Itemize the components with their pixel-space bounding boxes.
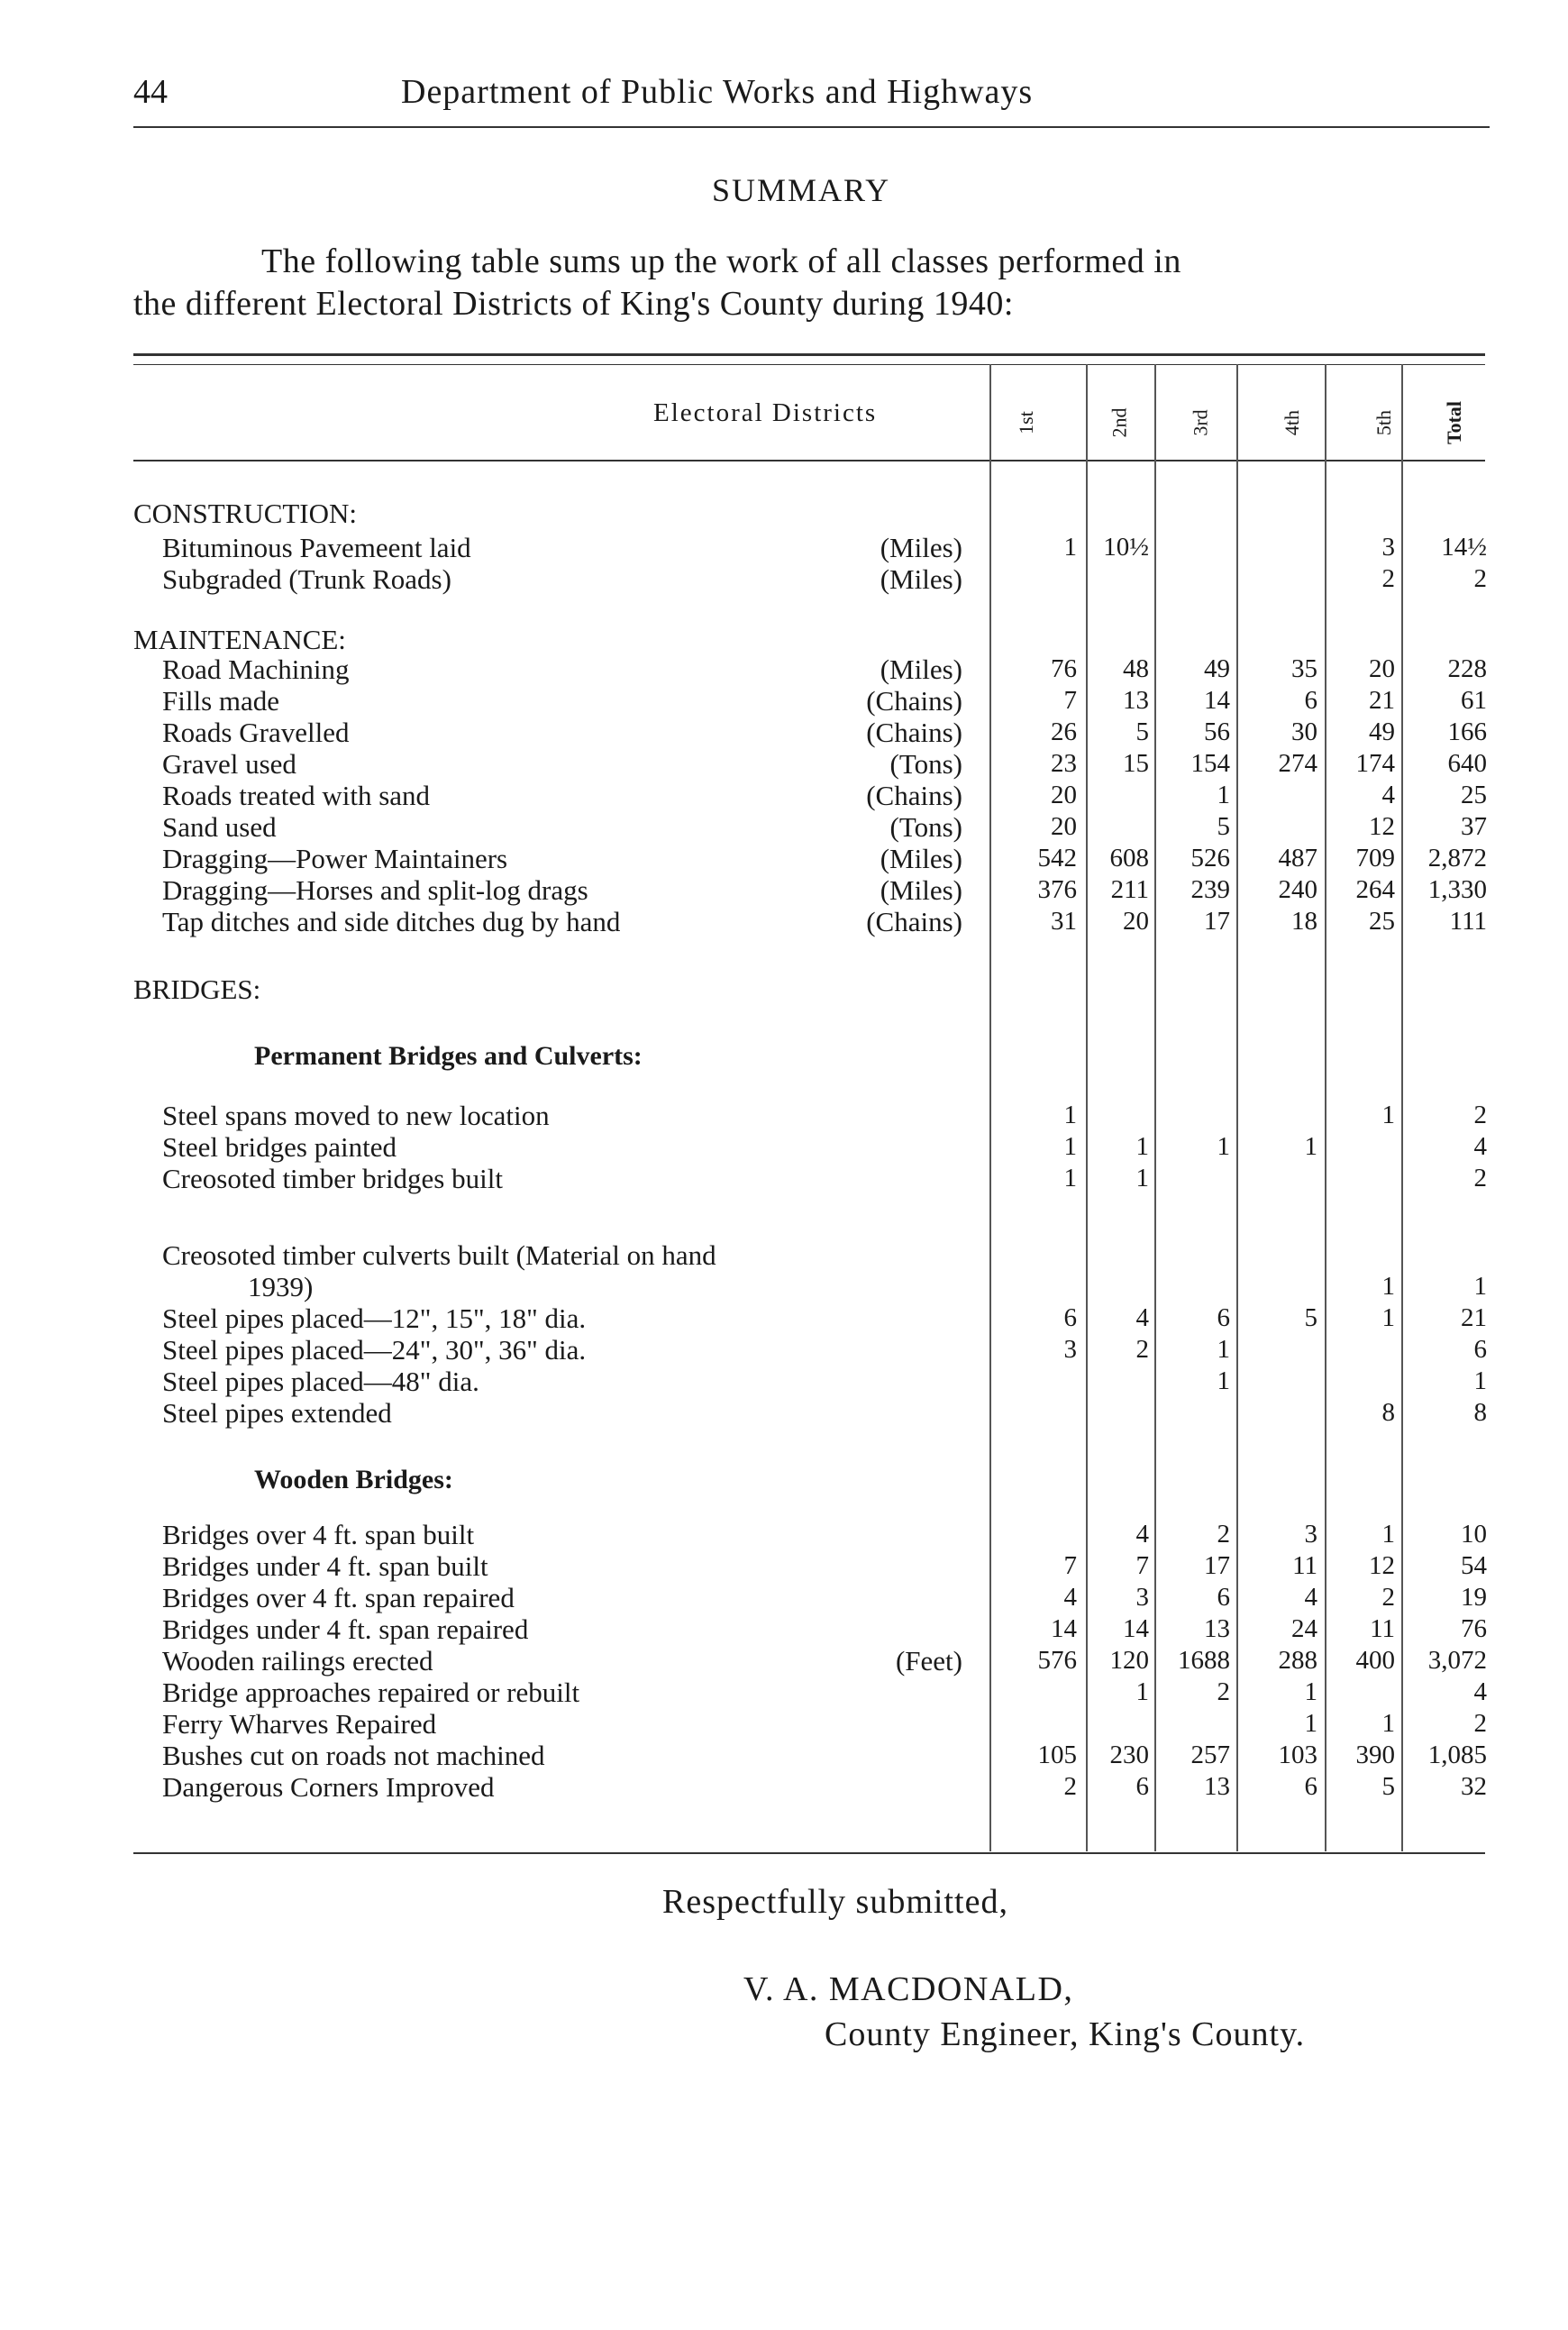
closing-text: Respectfully submitted,	[662, 1883, 1008, 1921]
row-cell-5th: 20	[1369, 654, 1395, 683]
row-cell-3rd: 239	[1190, 875, 1230, 904]
row-cell-total: 640	[1447, 749, 1487, 778]
row-label: Bridges under 4 ft. span built	[162, 1550, 488, 1582]
electoral-districts-header: Electoral Districts	[653, 398, 878, 427]
row-cell-4th: 3	[1304, 1520, 1317, 1549]
row-cell-total: 2	[1473, 1164, 1487, 1192]
row-cell-3rd: 2	[1217, 1677, 1230, 1706]
row-cell-5th: 8	[1381, 1398, 1395, 1427]
row-cell-5th: 2	[1381, 1583, 1395, 1612]
section-bridges: BRIDGES:	[133, 973, 261, 1005]
row-cell-2nd: 4	[1135, 1520, 1149, 1549]
row-label: Tap ditches and side ditches dug by hand	[162, 906, 621, 937]
row-cell-1st: 2	[1063, 1772, 1077, 1801]
row-cell-4th: 6	[1304, 686, 1317, 715]
row-cell-5th: 1	[1381, 1303, 1395, 1332]
row-cell-1st: 76	[1051, 654, 1077, 683]
row-cell-total: 25	[1461, 781, 1487, 809]
row-cell-1st: 7	[1063, 1551, 1077, 1580]
row-cell-1st: 31	[1051, 907, 1077, 936]
row-cell-4th: 5	[1304, 1303, 1317, 1332]
row-label: Subgraded (Trunk Roads)	[162, 563, 451, 595]
intro-line-1: The following table sums up the work of all classes performed in	[261, 242, 1181, 280]
col-header-total: Total	[1443, 400, 1466, 445]
row-unit: (Miles)	[880, 653, 962, 685]
section-construction: CONSTRUCTION:	[133, 498, 358, 529]
row-cell-total: 8	[1473, 1398, 1487, 1427]
row-cell-total: 32	[1461, 1772, 1487, 1801]
row-label: Steel spans moved to new location	[162, 1100, 550, 1131]
row-cell-total: 10	[1461, 1520, 1487, 1549]
row-cell-5th: 4	[1381, 781, 1395, 809]
col-rule	[1401, 364, 1403, 1851]
row-unit: (Miles)	[880, 874, 962, 906]
row-cell-3rd: 56	[1204, 717, 1230, 746]
row-cell-5th: 1	[1381, 1709, 1395, 1738]
row-label: Wooden railings erected	[162, 1645, 433, 1677]
row-label: Bushes cut on roads not machined	[162, 1740, 545, 1771]
row-cell-3rd: 526	[1190, 844, 1230, 873]
row-label: Creosoted timber culverts built (Material on hand	[162, 1239, 716, 1271]
row-cell-1st: 14	[1051, 1614, 1077, 1643]
section-maintenance: MAINTENANCE:	[133, 624, 346, 655]
row-cell-1st: 1	[1063, 1132, 1077, 1161]
row-cell-3rd: 14	[1204, 686, 1230, 715]
row-cell-total: 14½	[1441, 533, 1487, 562]
row-cell-3rd: 1	[1217, 1366, 1230, 1395]
row-label: Bridges over 4 ft. span repaired	[162, 1582, 515, 1613]
row-label: Dragging—Horses and split-log drags	[162, 874, 588, 906]
header-rule	[133, 126, 1490, 128]
row-cell-5th: 1	[1381, 1101, 1395, 1129]
col-rule	[1086, 364, 1088, 1851]
row-unit: (Miles)	[880, 532, 962, 563]
row-unit: (Tons)	[889, 811, 962, 843]
row-cell-5th: 264	[1355, 875, 1395, 904]
row-cell-5th: 400	[1355, 1646, 1395, 1675]
row-cell-2nd: 6	[1135, 1772, 1149, 1801]
row-cell-total: 228	[1447, 654, 1487, 683]
row-label: Roads treated with sand	[162, 780, 431, 811]
row-label: Bituminous Pavemeent laid	[162, 532, 471, 563]
header-bottom-rule	[133, 460, 1485, 461]
row-cell-2nd: 10½	[1103, 533, 1149, 562]
row-cell-2nd: 2	[1135, 1335, 1149, 1364]
row-cell-4th: 1	[1304, 1132, 1317, 1161]
row-cell-1st: 4	[1063, 1583, 1077, 1612]
row-cell-3rd: 6	[1217, 1303, 1230, 1332]
row-unit: (Chains)	[866, 717, 962, 748]
row-cell-3rd: 154	[1190, 749, 1230, 778]
row-label: Sand used	[162, 811, 277, 843]
col-rule	[1154, 364, 1156, 1851]
row-cell-3rd: 1688	[1178, 1646, 1230, 1675]
row-label: Bridge approaches repaired or rebuilt	[162, 1677, 580, 1708]
row-cell-4th: 6	[1304, 1772, 1317, 1801]
row-cell-total: 61	[1461, 686, 1487, 715]
row-cell-3rd: 17	[1204, 907, 1230, 936]
row-cell-total: 21	[1461, 1303, 1487, 1332]
row-cell-1st: 7	[1063, 686, 1077, 715]
row-cell-1st: 3	[1063, 1335, 1077, 1364]
row-cell-2nd: 5	[1135, 717, 1149, 746]
row-cell-3rd: 17	[1204, 1551, 1230, 1580]
col-header-4th: 4th	[1281, 409, 1304, 436]
row-cell-total: 1	[1473, 1272, 1487, 1301]
row-label: Steel bridges painted	[162, 1131, 397, 1163]
row-cell-2nd: 1	[1135, 1677, 1149, 1706]
row-cell-1st: 1	[1063, 533, 1077, 562]
row-cell-2nd: 230	[1109, 1741, 1149, 1769]
row-cell-2nd: 15	[1123, 749, 1149, 778]
row-cell-5th: 709	[1355, 844, 1395, 873]
row-cell-5th: 25	[1369, 907, 1395, 936]
row-cell-4th: 103	[1278, 1741, 1317, 1769]
row-label: Fills made	[162, 685, 280, 717]
row-cell-3rd: 13	[1204, 1772, 1230, 1801]
row-label: 1939)	[248, 1271, 314, 1302]
row-label: Ferry Wharves Repaired	[162, 1708, 437, 1740]
row-cell-2nd: 20	[1123, 907, 1149, 936]
row-cell-5th: 21	[1369, 686, 1395, 715]
row-unit: (Chains)	[866, 685, 962, 717]
row-cell-3rd: 2	[1217, 1520, 1230, 1549]
row-label: Steel pipes placed—12", 15", 18" dia.	[162, 1302, 587, 1334]
row-cell-3rd: 6	[1217, 1583, 1230, 1612]
row-unit: (Chains)	[866, 906, 962, 937]
row-cell-3rd: 1	[1217, 1132, 1230, 1161]
row-cell-5th: 3	[1381, 533, 1395, 562]
row-unit: (Miles)	[880, 563, 962, 595]
row-cell-total: 54	[1461, 1551, 1487, 1580]
row-cell-total: 6	[1473, 1335, 1487, 1364]
row-cell-2nd: 120	[1109, 1646, 1149, 1675]
row-label: Gravel used	[162, 748, 296, 780]
table-top-rule	[133, 353, 1485, 356]
row-label: Bridges over 4 ft. span built	[162, 1519, 475, 1550]
row-unit: (Miles)	[880, 843, 962, 874]
row-cell-5th: 1	[1381, 1520, 1395, 1549]
section-wooden-bridges: Wooden Bridges:	[254, 1465, 453, 1494]
row-cell-4th: 11	[1292, 1551, 1317, 1580]
row-cell-2nd: 4	[1135, 1303, 1149, 1332]
row-cell-2nd: 7	[1135, 1551, 1149, 1580]
row-cell-total: 1,085	[1427, 1741, 1487, 1769]
row-unit: (Tons)	[889, 748, 962, 780]
row-cell-total: 2	[1473, 564, 1487, 593]
row-cell-5th: 12	[1369, 812, 1395, 841]
row-cell-5th: 2	[1381, 564, 1395, 593]
row-cell-3rd: 1	[1217, 1335, 1230, 1364]
running-title: Department of Public Works and Highways	[401, 73, 1034, 111]
row-cell-4th: 18	[1291, 907, 1317, 936]
row-cell-5th: 5	[1381, 1772, 1395, 1801]
col-header-1st: 1st	[1014, 411, 1037, 434]
row-cell-4th: 35	[1291, 654, 1317, 683]
col-rule	[989, 364, 991, 1851]
row-cell-1st: 542	[1037, 844, 1077, 873]
row-cell-3rd: 1	[1217, 781, 1230, 809]
row-label: Roads Gravelled	[162, 717, 350, 748]
row-cell-1st: 1	[1063, 1101, 1077, 1129]
row-cell-4th: 240	[1278, 875, 1317, 904]
row-cell-4th: 24	[1291, 1614, 1317, 1643]
row-cell-1st: 26	[1051, 717, 1077, 746]
row-cell-1st: 20	[1051, 781, 1077, 809]
row-cell-1st: 23	[1051, 749, 1077, 778]
row-cell-2nd: 608	[1109, 844, 1149, 873]
row-cell-total: 4	[1473, 1132, 1487, 1161]
row-cell-2nd: 1	[1135, 1164, 1149, 1192]
col-header-5th: 5th	[1372, 409, 1396, 436]
row-cell-1st: 6	[1063, 1303, 1077, 1332]
row-cell-5th: 174	[1355, 749, 1395, 778]
row-cell-4th: 4	[1304, 1583, 1317, 1612]
row-cell-3rd: 13	[1204, 1614, 1230, 1643]
row-cell-4th: 30	[1291, 717, 1317, 746]
row-cell-5th: 1	[1381, 1272, 1395, 1301]
row-cell-3rd: 49	[1204, 654, 1230, 683]
row-cell-1st: 1	[1063, 1164, 1077, 1192]
row-label: Steel pipes placed—48" dia.	[162, 1366, 479, 1397]
summary-heading: SUMMARY	[712, 172, 891, 208]
col-header-3rd: 3rd	[1189, 409, 1212, 436]
row-cell-total: 2	[1473, 1709, 1487, 1738]
row-cell-2nd: 13	[1123, 686, 1149, 715]
page-number: 44	[133, 73, 168, 111]
row-cell-3rd: 5	[1217, 812, 1230, 841]
row-cell-total: 37	[1461, 812, 1487, 841]
col-rule	[1236, 364, 1238, 1851]
row-cell-5th: 49	[1369, 717, 1395, 746]
row-cell-total: 3,072	[1427, 1646, 1487, 1675]
row-cell-4th: 1	[1304, 1677, 1317, 1706]
row-cell-5th: 390	[1355, 1741, 1395, 1769]
row-cell-1st: 376	[1037, 875, 1077, 904]
row-label: Dangerous Corners Improved	[162, 1771, 495, 1803]
row-unit: (Feet)	[895, 1645, 962, 1677]
row-cell-2nd: 48	[1123, 654, 1149, 683]
row-cell-total: 2,872	[1427, 844, 1487, 873]
row-cell-1st: 576	[1037, 1646, 1077, 1675]
table-bottom-rule	[133, 1852, 1485, 1854]
row-cell-2nd: 1	[1135, 1132, 1149, 1161]
intro-line-2: the different Electoral Districts of King's County during 1940:	[133, 285, 1014, 323]
signature-title: County Engineer, King's County.	[825, 2015, 1306, 2053]
row-cell-total: 4	[1473, 1677, 1487, 1706]
signature-name: V. A. MACDONALD,	[743, 1970, 1074, 2008]
row-cell-1st: 105	[1037, 1741, 1077, 1769]
row-cell-1st: 20	[1051, 812, 1077, 841]
row-cell-3rd: 257	[1190, 1741, 1230, 1769]
row-cell-4th: 288	[1278, 1646, 1317, 1675]
row-cell-4th: 274	[1278, 749, 1317, 778]
row-label: Steel pipes placed—24", 30", 36" dia.	[162, 1334, 587, 1366]
row-cell-2nd: 211	[1110, 875, 1149, 904]
row-cell-5th: 12	[1369, 1551, 1395, 1580]
row-cell-total: 2	[1473, 1101, 1487, 1129]
row-cell-4th: 1	[1304, 1709, 1317, 1738]
row-cell-2nd: 14	[1123, 1614, 1149, 1643]
row-cell-4th: 487	[1278, 844, 1317, 873]
row-unit: (Chains)	[866, 780, 962, 811]
row-cell-total: 76	[1461, 1614, 1487, 1643]
row-cell-2nd: 3	[1135, 1583, 1149, 1612]
row-label: Dragging—Power Maintainers	[162, 843, 508, 874]
table-top-rule-thin	[133, 364, 1485, 365]
row-cell-total: 111	[1449, 907, 1487, 936]
row-label: Steel pipes extended	[162, 1397, 392, 1429]
col-header-2nd: 2nd	[1108, 407, 1131, 438]
row-label: Road Machining	[162, 653, 350, 685]
row-cell-total: 1	[1473, 1366, 1487, 1395]
row-cell-total: 166	[1447, 717, 1487, 746]
col-rule	[1325, 364, 1326, 1851]
row-label: Creosoted timber bridges built	[162, 1163, 503, 1194]
row-cell-total: 1,330	[1427, 875, 1487, 904]
row-cell-5th: 11	[1370, 1614, 1395, 1643]
row-cell-total: 19	[1461, 1583, 1487, 1612]
section-permanent-bridges: Permanent Bridges and Culverts:	[254, 1041, 643, 1071]
row-label: Bridges under 4 ft. span repaired	[162, 1613, 529, 1645]
